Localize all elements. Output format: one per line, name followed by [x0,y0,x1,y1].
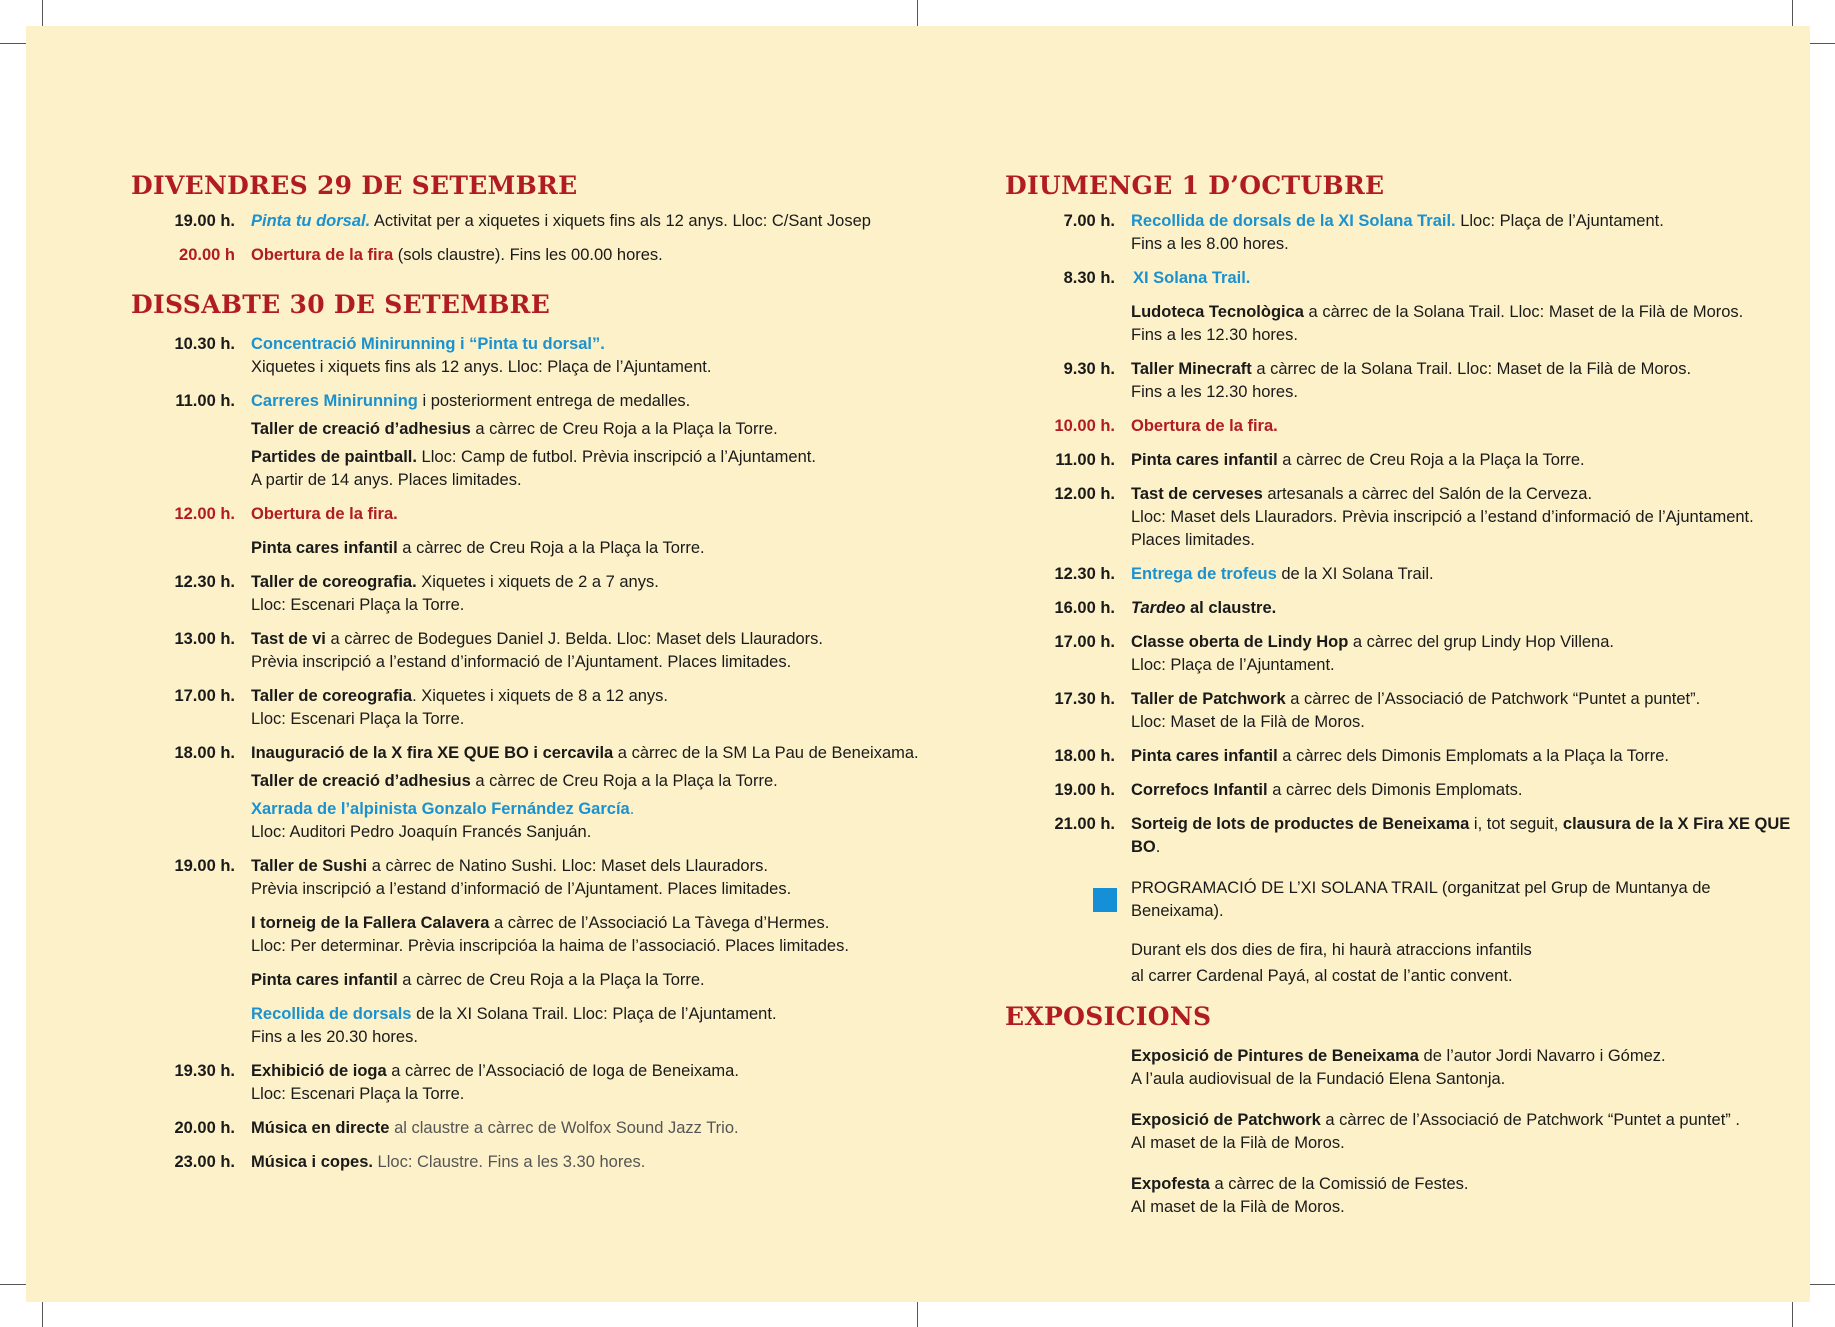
day-heading-friday: DIVENDRES 29 DE SETEMBRE [131,171,578,200]
entry-title: Taller Minecraft [1131,360,1252,378]
entry-title: Sorteig de lots de productes de Beneixama [1131,815,1470,833]
entry-detail: a càrrec del grup Lindy Hop Villena. [1348,633,1614,651]
exhibition-detail: a càrrec de l’Associació de Patchwork “Puntet a puntet” . [1320,1111,1740,1129]
entry-title: Música i copes. [251,1153,373,1171]
entry-title: Recollida de dorsals [251,1005,412,1023]
entry-detail: a càrrec de Creu Roja a la Plaça la Torre. [1277,451,1585,469]
exhibition-title: Exposició de Pintures de Beneixama [1131,1047,1419,1065]
entry-detail: . [1155,838,1161,856]
right-column [1005,170,1805,1219]
schedule-entry [1005,563,1805,586]
entry-title: Pinta tu dorsal. [251,212,371,230]
entry-time: 12.00 h. [174,505,235,523]
entry-detail: Lloc: Claustre. Fins a les 3.30 hores. [372,1153,646,1171]
entry-detail: Prèvia inscripció a l’estand d’informació de l’Ajuntament. Places limitades. [251,880,792,898]
schedule-entry [131,503,991,526]
entry-detail: a càrrec de la Solana Trail. Lloc: Maset de la Filà de Moros. [1251,360,1692,378]
entry-detail: a càrrec de Creu Roja a la Plaça la Torre. [397,539,705,557]
entry-time: 11.00 h. [1055,451,1115,469]
schedule-entry [131,628,991,674]
day-heading-sunday: DIUMENGE 1 D’OCTUBRE [1005,171,1385,200]
exhibition-title: Exposició de Patchwork [1131,1111,1321,1129]
schedule-entry [131,571,991,617]
entry-time: 12.30 h. [174,573,235,591]
entry-time [131,912,251,958]
day-heading-saturday: DISSABTE 30 DE SETEMBRE [131,290,551,319]
entry-time: 19.30 h. [174,1062,235,1080]
entry-time: 23.00 h. [174,1153,235,1171]
schedule-entry [1005,688,1805,734]
entry-title: I torneig de la Fallera Calavera [251,914,490,932]
entry-time: 17.00 h. [1054,633,1115,651]
entry-title: Xarrada de l’alpinista Gonzalo Fernández García [251,800,630,818]
entry-detail: de la XI Solana Trail. Lloc: Plaça de l’Ajuntament. [411,1005,777,1023]
entry-detail: a càrrec dels Dimonis Emplomats a la Plaça la Torre. [1277,747,1669,765]
entry-title: Ludoteca Tecnològica [1131,303,1304,321]
crop-mark [42,0,43,26]
entry-detail: a càrrec de Natino Sushi. Lloc: Maset dels Llauradors. [367,857,768,875]
entry-detail: . Xiquetes i xiquets de 8 a 12 anys. [412,687,669,705]
entry-detail: Fins a les 12.30 hores. [1131,383,1298,401]
entry-title: Tardeo [1131,599,1186,617]
schedule-entry [1005,813,1805,859]
crop-mark [1792,0,1793,26]
schedule-entry [131,418,991,441]
entry-detail: Xiquetes i xiquets fins als 12 anys. Lloc: Plaça de l’Ajuntament. [251,358,712,376]
entry-time: 10.30 h. [174,335,235,353]
entry-detail: Lloc: Escenari Plaça la Torre. [251,596,465,614]
entry-detail: a càrrec de l’Associació de Ioga de Beneixama. [386,1062,739,1080]
schedule-entry [1005,449,1805,472]
schedule-entry [131,1060,991,1106]
entry-time: 13.00 h. [174,630,235,648]
entry-detail: artesanals a càrrec del Salón de la Cerveza. [1262,485,1593,503]
entry-detail: Lloc: Plaça de l’Ajuntament. [1455,212,1664,230]
entry-time: 8.30 h. [1063,269,1115,287]
entry-time: 19.00 h. [1054,781,1115,799]
schedule-entry [131,912,991,958]
entry-detail: (sols claustre). Fins les 00.00 hores. [393,246,663,264]
exhibition-detail: a càrrec de la Comissió de Festes. [1209,1175,1469,1193]
entry-title: Tast de vi [251,630,326,648]
entry-time [131,537,251,560]
schedule-entry [131,1117,991,1140]
schedule-entry [1005,631,1805,677]
schedule-entry [131,244,991,267]
entry-time [131,418,251,441]
entry-detail: al claustre. [1185,599,1277,617]
entry-title: XI Solana Trail. [1133,269,1251,287]
entry-detail: a càrrec de la SM La Pau de Beneixama. [613,744,919,762]
entry-time [131,798,251,844]
note [1005,937,1805,989]
entry-detail: Fins a les 20.30 hores. [251,1028,418,1046]
entry-time: 17.00 h. [174,687,235,705]
entry-time [131,1003,251,1049]
left-column [131,170,991,1174]
schedule-entry [131,770,991,793]
crop-mark [0,43,26,44]
entry-detail: Lloc: Per determinar. Prèvia inscripcióa la haima de l’associació. Places limitades. [251,937,849,955]
exhibition-detail: de l’autor Jordi Navarro i Gómez. [1418,1047,1666,1065]
entry-detail: a càrrec dels Dimonis Emplomats. [1267,781,1523,799]
entry-detail: Activitat per a xiquetes i xiquets fins als 12 anys. Lloc: C/Sant Josep [370,212,871,230]
entry-detail: a càrrec de Creu Roja a la Plaça la Torre. [397,971,705,989]
entry-title: Música en directe [251,1119,390,1137]
entry-title: Entrega de trofeus [1131,565,1277,583]
entry-detail: a càrrec de la Solana Trail. Lloc: Maset de la Filà de Moros. [1303,303,1744,321]
entry-title: Carreres Minirunning [251,392,418,410]
entry-title: Pinta cares infantil [251,539,398,557]
entry-detail: Lloc: Auditori Pedro Joaquín Francés Sanjuán. [251,823,592,841]
schedule-entry [1005,210,1805,256]
entry-detail: a càrrec de Bodegues Daniel J. Belda. Lloc: Maset dels Llauradors. [325,630,824,648]
schedule-entry [1005,745,1805,768]
schedule-entry [131,446,991,492]
crop-mark [917,0,918,26]
entry-time: 19.00 h. [174,857,235,875]
exhibition-entry [1005,1109,1805,1155]
schedule-entry [1005,415,1805,438]
schedule-entry [1005,358,1805,404]
entry-title: Obertura de la fira. [251,505,398,523]
entry-title: Taller de creació d’adhesius [251,772,471,790]
schedule-entry [1005,301,1805,347]
exhibition-entry [1005,1045,1805,1091]
entry-time: 18.00 h. [174,744,235,762]
entry-detail: Lloc: Maset de la Filà de Moros. [1131,713,1365,731]
schedule-entry [1005,779,1805,802]
entry-detail: i, tot seguit, [1469,815,1563,833]
note-line: al carrer Cardenal Payá, al costat de l’antic convent. [1131,967,1513,985]
note-line: Durant els dos dies de fira, hi haurà atraccions infantils [1131,941,1532,959]
schedule-entry [1005,597,1805,620]
entry-detail: Places limitades. [1131,531,1255,549]
entry-detail: al claustre a càrrec de Wolfox Sound Jazz Trio. [389,1119,739,1137]
entry-detail: Lloc: Escenari Plaça la Torre. [251,710,465,728]
crop-mark [1792,1302,1793,1327]
entry-time: 20.00 h. [174,1119,235,1137]
legend-text: PROGRAMACIÓ DE L’XI SOLANA TRAIL (organitzat pel Grup de Muntanya de Beneixama). [1131,879,1711,920]
exhibitions-heading: EXPOSICIONS [1005,1002,1212,1031]
entry-time: 20.00 h [179,246,235,264]
entry-time: 9.30 h. [1063,360,1115,378]
entry-title: Taller de Patchwork [1131,690,1286,708]
entry-detail: Lloc: Maset dels Llauradors. Prèvia inscripció a l’estand d’informació de l’Ajuntament. [1131,508,1754,526]
entry-detail: Xiquetes i xiquets de 2 a 7 anys. [416,573,659,591]
entry-time: 18.00 h. [1054,747,1115,765]
schedule-entry [131,333,991,379]
crop-mark [1810,43,1835,44]
schedule-entry [131,742,991,765]
entry-title: Partides de paintball. [251,448,417,466]
schedule-entry [131,1151,991,1174]
entry-time [131,446,251,492]
entry-title: Taller de coreografia [251,687,413,705]
entry-detail: i posteriorment entrega de medalles. [417,392,691,410]
schedule-entry [1005,267,1805,290]
entry-title: Pinta cares infantil [1131,451,1278,469]
entry-title: Recollida de dorsals de la XI Solana Trail. [1131,212,1456,230]
exhibition-entry [1005,1173,1805,1219]
exhibition-title: Expofesta [1131,1175,1210,1193]
legend-row [1005,877,1805,923]
schedule-entry [131,855,991,901]
entry-time: 17.30 h. [1054,690,1115,708]
entry-title: Concentració Minirunning i “Pinta tu dorsal”. [251,335,605,353]
entry-time: 12.00 h. [1054,485,1115,503]
schedule-entry [131,390,991,413]
exhibition-detail: Al maset de la Filà de Moros. [1131,1134,1345,1152]
entry-time: 19.00 h. [174,212,235,230]
entry-detail: a càrrec de Creu Roja a la Plaça la Torre. [470,772,778,790]
entry-time [131,770,251,793]
entry-time: 11.00 h. [175,392,235,410]
entry-time: 10.00 h. [1054,417,1115,435]
entry-time: 16.00 h. [1054,599,1115,617]
schedule-entry [131,1003,991,1049]
entry-time [131,969,251,992]
entry-detail: Lloc: Plaça de l’Ajuntament. [1131,656,1335,674]
entry-title: Taller de coreografia. [251,573,417,591]
entry-title: Taller de Sushi [251,857,368,875]
entry-title: Obertura de la fira. [1131,417,1278,435]
entry-detail: Lloc: Camp de futbol. Prèvia inscripció a l’Ajuntament. [416,448,816,466]
entry-time [1005,301,1131,347]
entry-detail: . [629,800,635,818]
entry-detail: a càrrec de l’Associació La Tàvega d’Hermes. [489,914,830,932]
crop-mark [0,1284,26,1285]
crop-mark [1810,1284,1835,1285]
legend-swatch [1093,888,1117,912]
entry-detail: Fins a les 8.00 hores. [1131,235,1289,253]
crop-mark [917,1302,918,1327]
entry-detail: Lloc: Escenari Plaça la Torre. [251,1085,465,1103]
entry-time: 21.00 h. [1054,815,1115,833]
schedule-entry [131,798,991,844]
entry-title: Inauguració de la X fira XE QUE BO i cercavila [251,744,614,762]
entry-title: Pinta cares infantil [251,971,398,989]
schedule-entry [131,969,991,992]
schedule-entry [131,210,991,233]
exhibition-detail: Al maset de la Filà de Moros. [1131,1198,1345,1216]
entry-title: Classe oberta de Lindy Hop [1131,633,1349,651]
entry-title: Pinta cares infantil [1131,747,1278,765]
entry-detail: a càrrec de Creu Roja a la Plaça la Torre. [470,420,778,438]
schedule-entry [131,685,991,731]
crop-mark [42,1302,43,1327]
entry-title: Obertura de la fira [251,246,394,264]
entry-title: Correfocs Infantil [1131,781,1268,799]
entry-title: Taller de creació d’adhesius [251,420,471,438]
entry-title: Exhibició de ioga [251,1062,387,1080]
entry-detail: Fins a les 12.30 hores. [1131,326,1298,344]
exhibition-detail: A l’aula audiovisual de la Fundació Elena Santonja. [1131,1070,1506,1088]
entry-title: clausura de la X Fira XE QUE BO [1131,815,1791,856]
entry-detail: Prèvia inscripció a l’estand d’informació de l’Ajuntament. Places limitades. [251,653,792,671]
entry-time: 7.00 h. [1063,212,1115,230]
entry-detail: de la XI Solana Trail. [1276,565,1434,583]
entry-detail: a càrrec de l’Associació de Patchwork “Puntet a puntet”. [1285,690,1701,708]
schedule-entry [1005,483,1805,552]
entry-title: Tast de cerveses [1131,485,1263,503]
entry-time: 12.30 h. [1054,565,1115,583]
entry-detail: A partir de 14 anys. Places limitades. [251,471,522,489]
schedule-entry [131,537,991,560]
